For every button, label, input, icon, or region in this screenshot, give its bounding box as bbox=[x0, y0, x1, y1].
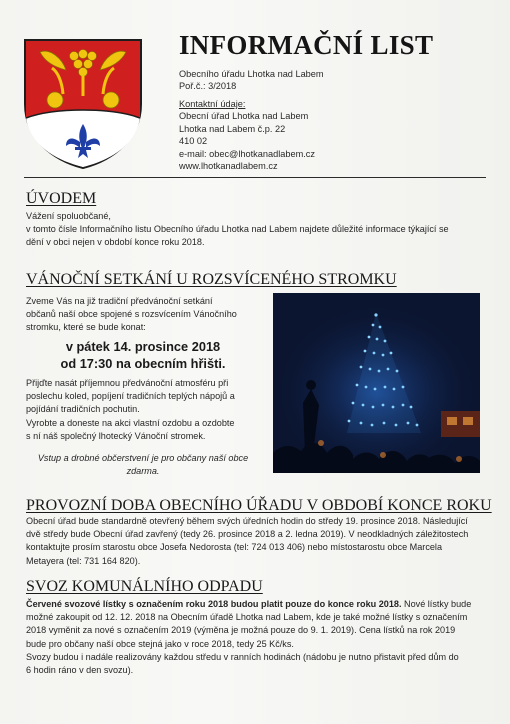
entry-note bbox=[26, 452, 260, 478]
contact-heading: Kontaktní údaje: bbox=[179, 99, 246, 109]
text-line: 2018 vyměnit za nové s označením 2019 (výměna je možná pouze do 9. 1. 2019). Cena lístků na rok 2019 bbox=[26, 625, 456, 636]
office-hours-heading: PROVOZNÍ DOBA OBECNÍHO ÚŘADU V OBDOBÍ KONCE ROKU bbox=[26, 497, 492, 514]
issue-number: Poř.č.: 3/2018 bbox=[179, 81, 237, 92]
text-line bbox=[26, 598, 488, 611]
text-line: Přijďte nasát příjemnou předvánoční atmosféru při bbox=[26, 378, 229, 388]
text-line: pojídání tradičních pochutin. bbox=[26, 404, 140, 415]
event-date-time bbox=[26, 338, 260, 372]
event-time-place: od 17:30 na obecním hřišti. bbox=[60, 356, 226, 371]
christmas-tree-photo bbox=[273, 293, 480, 473]
office-name: Obecního úřadu Lhotka nad Labem bbox=[179, 69, 324, 79]
waste-notice-rest: Nové lístky bude bbox=[401, 599, 472, 609]
text-line: poslechu koled, popíjení tradičních teplých nápojů a bbox=[26, 391, 235, 402]
text-line: 6 hodin ráno v den svozu). bbox=[26, 665, 134, 676]
text-line: Vstup a drobné občerstvení je pro občany naší obce bbox=[37, 453, 249, 463]
contact-line: Obecní úřad Lhotka nad Labem bbox=[179, 111, 309, 122]
text-line: dění v obci nejen v období konce roku 2018. bbox=[26, 237, 205, 248]
contact-email: e-mail: obec@lhotkanadlabem.cz bbox=[179, 148, 315, 159]
intro-heading: ÚVODEM bbox=[26, 190, 97, 207]
contact-line: Lhotka nad Labem č.p. 22 bbox=[179, 123, 286, 134]
contact-block bbox=[179, 98, 315, 172]
text-line: dvě středy bude Obecní úřad zavřený (tedy 26. prosince 2018 a 2. ledna 2019). V neodkladných záležitostech bbox=[26, 529, 469, 540]
text-line: zdarma. bbox=[126, 466, 160, 477]
christmas-heading: VÁNOČNÍ SETKÁNÍ U ROZSVÍCENÉHO STROMKU bbox=[26, 271, 397, 288]
waste-heading: SVOZ KOMUNÁLNÍHO ODPADU bbox=[26, 578, 263, 595]
waste-notice-bold: Červené svozové lístky s označením roku 2018 budou platit pouze do konce roku 2018. bbox=[26, 599, 402, 609]
text-line: stromku, které se bude konat: bbox=[26, 322, 146, 333]
contact-line: 410 02 bbox=[179, 136, 208, 147]
text-line: Obecní úřad bude standardně otevřený během svých úředních hodin do středy 19. prosince 2018. Následující bbox=[26, 516, 468, 526]
text-line: s ní náš společný lhotecký Vánoční stromek. bbox=[26, 430, 206, 441]
header-divider bbox=[24, 177, 486, 178]
text-line: kontaktujte prosím starostu obce Josefa Nedorosta (tel: 724 013 406) nebo místostarostu obce Marcela bbox=[26, 542, 443, 553]
christmas-details bbox=[26, 377, 260, 443]
event-date: v pátek 14. prosince 2018 bbox=[65, 339, 221, 354]
coat-of-arms-logo bbox=[22, 38, 144, 170]
text-line: možné zakoupit od 12. 12. 2018 na Obecním úřadě Lhotka nad Labem, kde je také možné lístky s označením bbox=[26, 612, 468, 623]
christmas-invitation bbox=[26, 295, 260, 335]
text-line: Metayera (tel: 731 164 820). bbox=[26, 555, 141, 566]
text-line: Svozy budou i nadále realizovány každou středu v ranních hodinách (nádobu je nutno přistavit před dům do bbox=[26, 651, 459, 662]
text-line: Vážení spoluobčané, bbox=[26, 211, 111, 221]
waste-text bbox=[26, 598, 488, 677]
header-office bbox=[179, 68, 324, 93]
intro-text bbox=[26, 210, 488, 250]
office-hours-text bbox=[26, 515, 488, 568]
text-line: Vyrobte a doneste na akci vlastní ozdobu a ozdobte bbox=[26, 417, 235, 428]
text-line: v tomto čísle Informačního listu Obecního úřadu Lhotka nad Labem najdete důležité informace týkající se bbox=[26, 224, 449, 235]
text-line: bude pro občany naší obce stejná jako v roce 2018, tedy 25 Kč/ks. bbox=[26, 638, 294, 649]
contact-website: www.lhotkanadlabem.cz bbox=[179, 161, 278, 172]
document-title: INFORMAČNÍ LIST bbox=[179, 30, 434, 60]
text-line: Zveme Vás na již tradiční předvánoční setkání bbox=[26, 296, 213, 306]
text-line: občanů naší obce spojené s rozsvícením Vánočního bbox=[26, 309, 237, 320]
